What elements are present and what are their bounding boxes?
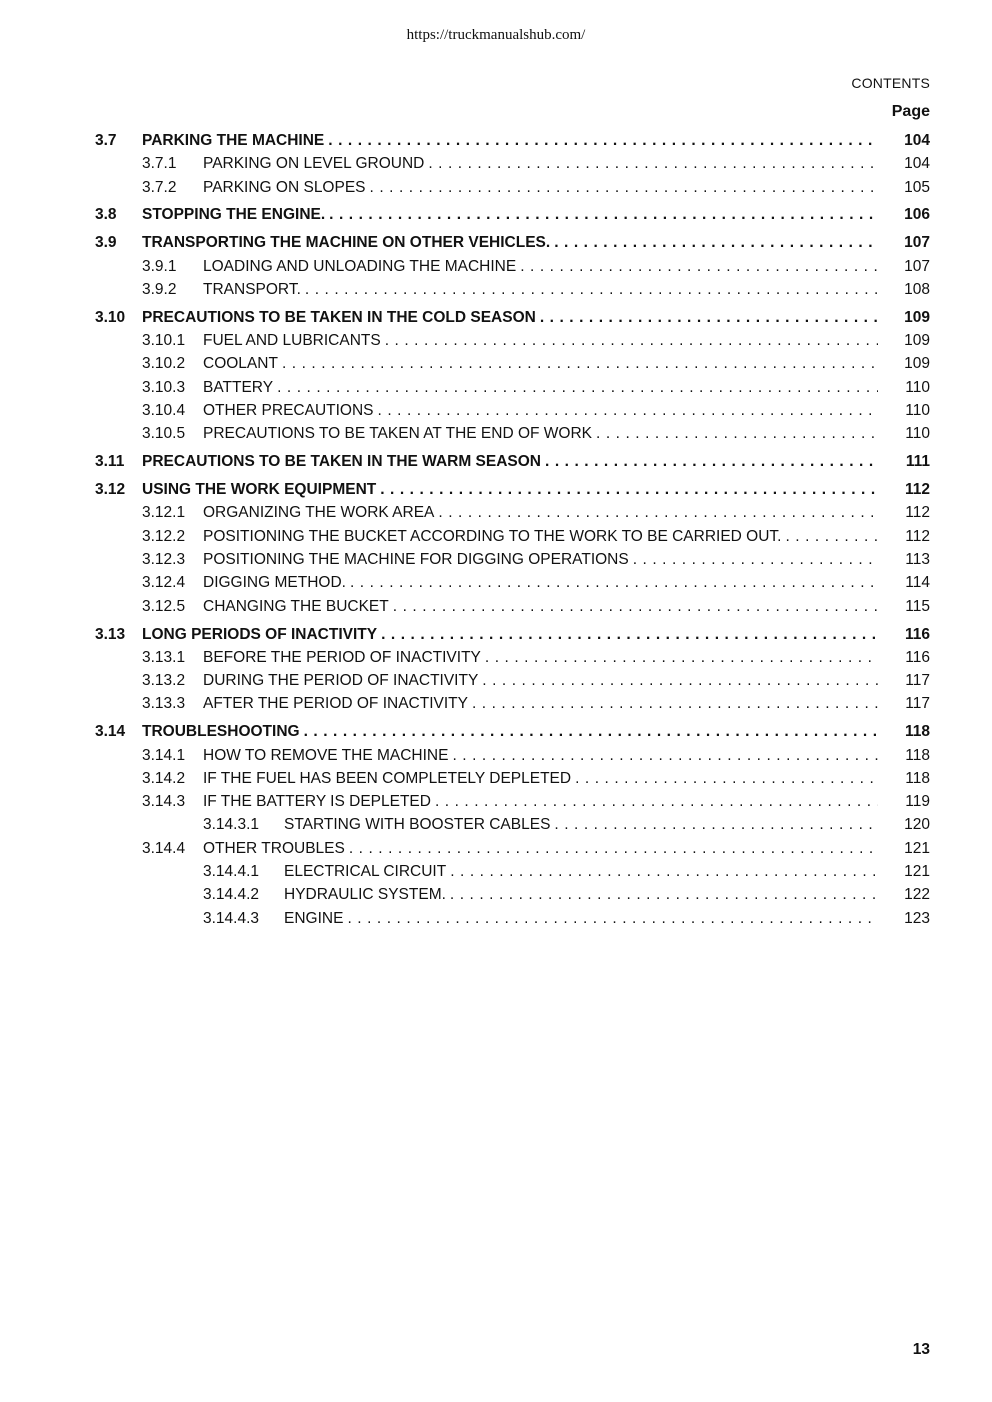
toc-entry-leader [203,792,878,812]
toc-entry-leader [203,354,878,374]
toc-entry-leader [203,597,878,617]
toc-entry-leader [203,671,878,691]
toc-entry-leader [203,424,878,444]
toc-entry-number: 3.12.2 [142,527,186,545]
toc-entry-title: ELECTRICAL CIRCUIT [284,863,450,880]
toc-entry-page: 116 [904,625,930,643]
toc-entry-title: BEFORE THE PERIOD OF INACTIVITY [203,649,485,666]
toc-entry[interactable] [0,746,992,769]
source-url: https://truckmanualshub.com/ [406,27,586,43]
toc-entry[interactable] [0,815,992,838]
toc-entry[interactable] [0,573,992,596]
toc-entry-leader [203,378,878,398]
toc-entry[interactable] [0,694,992,717]
toc-entry[interactable] [0,769,992,792]
toc-entry-number: 3.11 [95,453,125,471]
toc-entry-leader [203,280,878,300]
toc-entry-title: PARKING THE MACHINE [142,132,328,149]
toc-entry-page: 112 [904,481,930,499]
toc-entry-page: 121 [904,839,930,857]
toc-entry[interactable] [0,839,992,862]
page-column-label: Page [891,103,930,120]
toc-entry-page: 118 [904,723,930,741]
toc-entry[interactable] [0,308,992,331]
toc-entry[interactable] [0,154,992,177]
toc-entry-page: 118 [905,769,930,787]
toc-entry-title: ENGINE [284,910,347,927]
toc-entry[interactable] [0,131,992,154]
toc-entry-title: USING THE WORK EQUIPMENT [142,481,380,498]
toc-entry-page: 112 [905,504,930,522]
toc-entry-title: IF THE BATTERY IS DEPLETED [203,793,435,810]
toc-entry-page: 110 [905,402,930,420]
section-header: CONTENTS [851,75,930,91]
toc-entry-page: 115 [905,597,930,615]
toc-entry-number: 3.7 [95,132,117,149]
toc-entry[interactable] [0,885,992,908]
toc-entry-title: ORGANIZING THE WORK AREA [203,504,438,521]
toc-entry-number: 3.13 [95,625,126,643]
toc-entry-number: 3.10 [95,308,126,326]
toc-entry-page: 109 [904,355,930,373]
toc-entry-title: PARKING ON SLOPES [203,179,370,196]
toc-entry-page: 113 [905,551,930,569]
toc-entry-leader [142,233,878,253]
toc-entry-number: 3.14.4.1 [203,863,260,881]
toc-entry-leader [203,527,878,547]
toc-entry-title: STOPPING THE ENGINE. [142,206,329,223]
toc-entry-title: CHANGING THE BUCKET [203,598,393,615]
toc-entry-number: 3.13.2 [142,672,186,690]
toc-entry-page: 106 [904,206,930,224]
toc-entry-title: LOADING AND UNLOADING THE MACHINE [203,258,520,275]
toc-entry-title: TRANSPORT. [203,281,305,298]
toc-entry-page: 110 [905,378,930,396]
toc-entry[interactable] [0,424,992,447]
toc-entry-page: 118 [905,746,930,764]
toc-entry[interactable] [0,354,992,377]
toc-entry-title: TROUBLESHOOTING [142,723,304,740]
toc-entry-number: 3.7.2 [142,178,177,196]
toc-entry-page: 105 [904,178,930,196]
toc-entry-leader [142,625,878,645]
toc-entry-number: 3.13.1 [142,648,186,666]
toc-entry-leader [203,178,878,198]
toc-entry-leader [203,503,878,523]
toc-entry-leader [203,839,878,859]
toc-entry[interactable] [0,257,992,280]
toc-entry-leader [203,331,878,351]
toc-entry-leader [203,154,878,174]
toc-entry-title: POSITIONING THE MACHINE FOR DIGGING OPERATIONS [203,551,633,568]
toc-entry-title: STARTING WITH BOOSTER CABLES [284,816,554,833]
toc-entry[interactable] [0,280,992,303]
toc-entry-page: 116 [905,648,930,666]
toc-entry-number: 3.14.1 [142,746,186,764]
toc-entry-page: 114 [905,574,930,592]
toc-entry-leader [203,573,878,593]
toc-entry[interactable] [0,671,992,694]
toc-entry-leader [203,769,878,789]
toc-entry-title: PRECAUTIONS TO BE TAKEN AT THE END OF WORK [203,425,596,442]
toc-entry-title: BATTERY [203,379,277,396]
toc-entry-title: DURING THE PERIOD OF INACTIVITY [203,672,482,689]
toc-entry-title: PARKING ON LEVEL GROUND [203,155,428,172]
toc-entry-number: 3.10.2 [142,355,186,373]
toc-entry-leader [203,550,878,570]
toc-entry-page: 117 [905,672,930,690]
toc-entry-page: 107 [904,257,930,275]
toc-entry[interactable] [0,648,992,671]
toc-entry[interactable] [0,550,992,573]
toc-entry-number: 3.12.4 [142,574,186,592]
toc-entry-page: 112 [905,527,930,545]
toc-entry-number: 3.14.3 [142,793,186,811]
toc-entry-leader [142,452,878,472]
toc-entry-title: TRANSPORTING THE MACHINE ON OTHER VEHICLES. [142,234,554,251]
toc-entry[interactable] [0,378,992,401]
toc-entry-number: 3.14.4.2 [203,886,260,904]
toc-entry-number: 3.12.5 [142,597,186,615]
toc-entry-leader [203,648,878,668]
toc-entry-leader [284,909,878,929]
toc-entry-leader [142,205,878,225]
toc-entry-number: 3.7.1 [142,155,177,173]
toc-entry-number: 3.10.5 [142,425,186,443]
toc-entry[interactable] [0,792,992,815]
toc-entry-leader [142,308,878,328]
toc-entry-page: 122 [904,886,930,904]
toc-entry[interactable] [0,178,992,201]
toc-entry-number: 3.12 [95,481,126,499]
toc-entry[interactable] [0,597,992,620]
toc-entry-number: 3.12.3 [142,551,186,569]
toc-entry-title: COOLANT [203,355,282,372]
toc-entry-title: PRECAUTIONS TO BE TAKEN IN THE WARM SEASON [142,453,545,470]
toc-entry-page: 109 [904,308,930,326]
toc-entry-page: 111 [905,453,930,471]
toc-entry[interactable] [0,527,992,550]
toc-entry[interactable] [0,480,992,503]
toc-entry-number: 3.14.4.3 [203,909,260,927]
toc-entry-page: 121 [904,863,930,881]
toc-entry-number: 3.10.3 [142,378,186,396]
toc-entry-page: 110 [905,425,930,443]
toc-entry[interactable] [0,722,992,745]
toc-entry-number: 3.14.3.1 [203,816,260,834]
toc-entry-leader [142,722,878,742]
toc-entry-title: DIGGING METHOD. [203,574,350,591]
toc-entry-number: 3.14.2 [142,769,186,787]
toc-entry-title: LONG PERIODS OF INACTIVITY [142,626,381,643]
toc-entry[interactable] [0,862,992,885]
toc-entry-page: 107 [904,234,930,252]
toc-entry-leader [284,885,878,905]
toc-entry-number: 3.14.4 [142,839,186,857]
toc-entry-title: HOW TO REMOVE THE MACHINE [203,747,452,764]
toc-entry-title: PRECAUTIONS TO BE TAKEN IN THE COLD SEASON [142,309,540,326]
toc-entry-leader [142,480,878,500]
toc-entry[interactable] [0,503,992,526]
toc-entry-page: 120 [904,816,930,834]
toc-entry-leader [284,862,878,882]
toc-entry-number: 3.10.1 [142,332,186,350]
toc-entry[interactable] [0,909,992,932]
toc-entry-number: 3.8 [95,206,117,224]
toc-entry[interactable] [0,401,992,424]
toc-entry-title: FUEL AND LUBRICANTS [203,332,385,349]
toc-entry-leader [203,746,878,766]
toc-entry-leader [203,401,878,421]
toc-entry-number: 3.12.1 [142,504,186,522]
toc-entry[interactable] [0,205,992,228]
toc-entry-number: 3.9.2 [142,280,177,298]
table-of-contents [0,131,992,932]
toc-entry-title: OTHER TROUBLES [203,840,349,857]
toc-entry-page: 108 [904,280,930,298]
toc-entry-leader [284,815,878,835]
toc-entry-title: POSITIONING THE BUCKET ACCORDING TO THE WORK TO BE CARRIED OUT. [203,528,785,545]
toc-entry-title: OTHER PRECAUTIONS [203,402,378,419]
toc-entry-number: 3.10.4 [142,402,186,420]
toc-entry-title: IF THE FUEL HAS BEEN COMPLETELY DEPLETED [203,770,575,787]
toc-entry-number: 3.13.3 [142,695,186,713]
toc-entry[interactable] [0,452,992,475]
toc-entry-page: 119 [905,793,930,811]
toc-entry[interactable] [0,331,992,354]
toc-entry-page: 123 [904,909,930,927]
toc-entry-page: 104 [904,155,930,173]
page-number: 13 [912,1341,930,1358]
toc-entry-leader [142,131,878,151]
toc-entry-number: 3.9.1 [142,257,177,275]
toc-entry-page: 109 [904,332,930,350]
toc-entry-page: 117 [905,695,930,713]
toc-entry[interactable] [0,233,992,256]
toc-entry-title: AFTER THE PERIOD OF INACTIVITY [203,695,472,712]
toc-entry-page: 104 [904,132,930,149]
toc-entry[interactable] [0,625,992,648]
toc-entry-number: 3.9 [95,234,117,252]
toc-entry-title: HYDRAULIC SYSTEM. [284,886,450,903]
toc-entry-leader [203,694,878,714]
toc-entry-leader [203,257,878,277]
toc-entry-number: 3.14 [95,723,126,741]
